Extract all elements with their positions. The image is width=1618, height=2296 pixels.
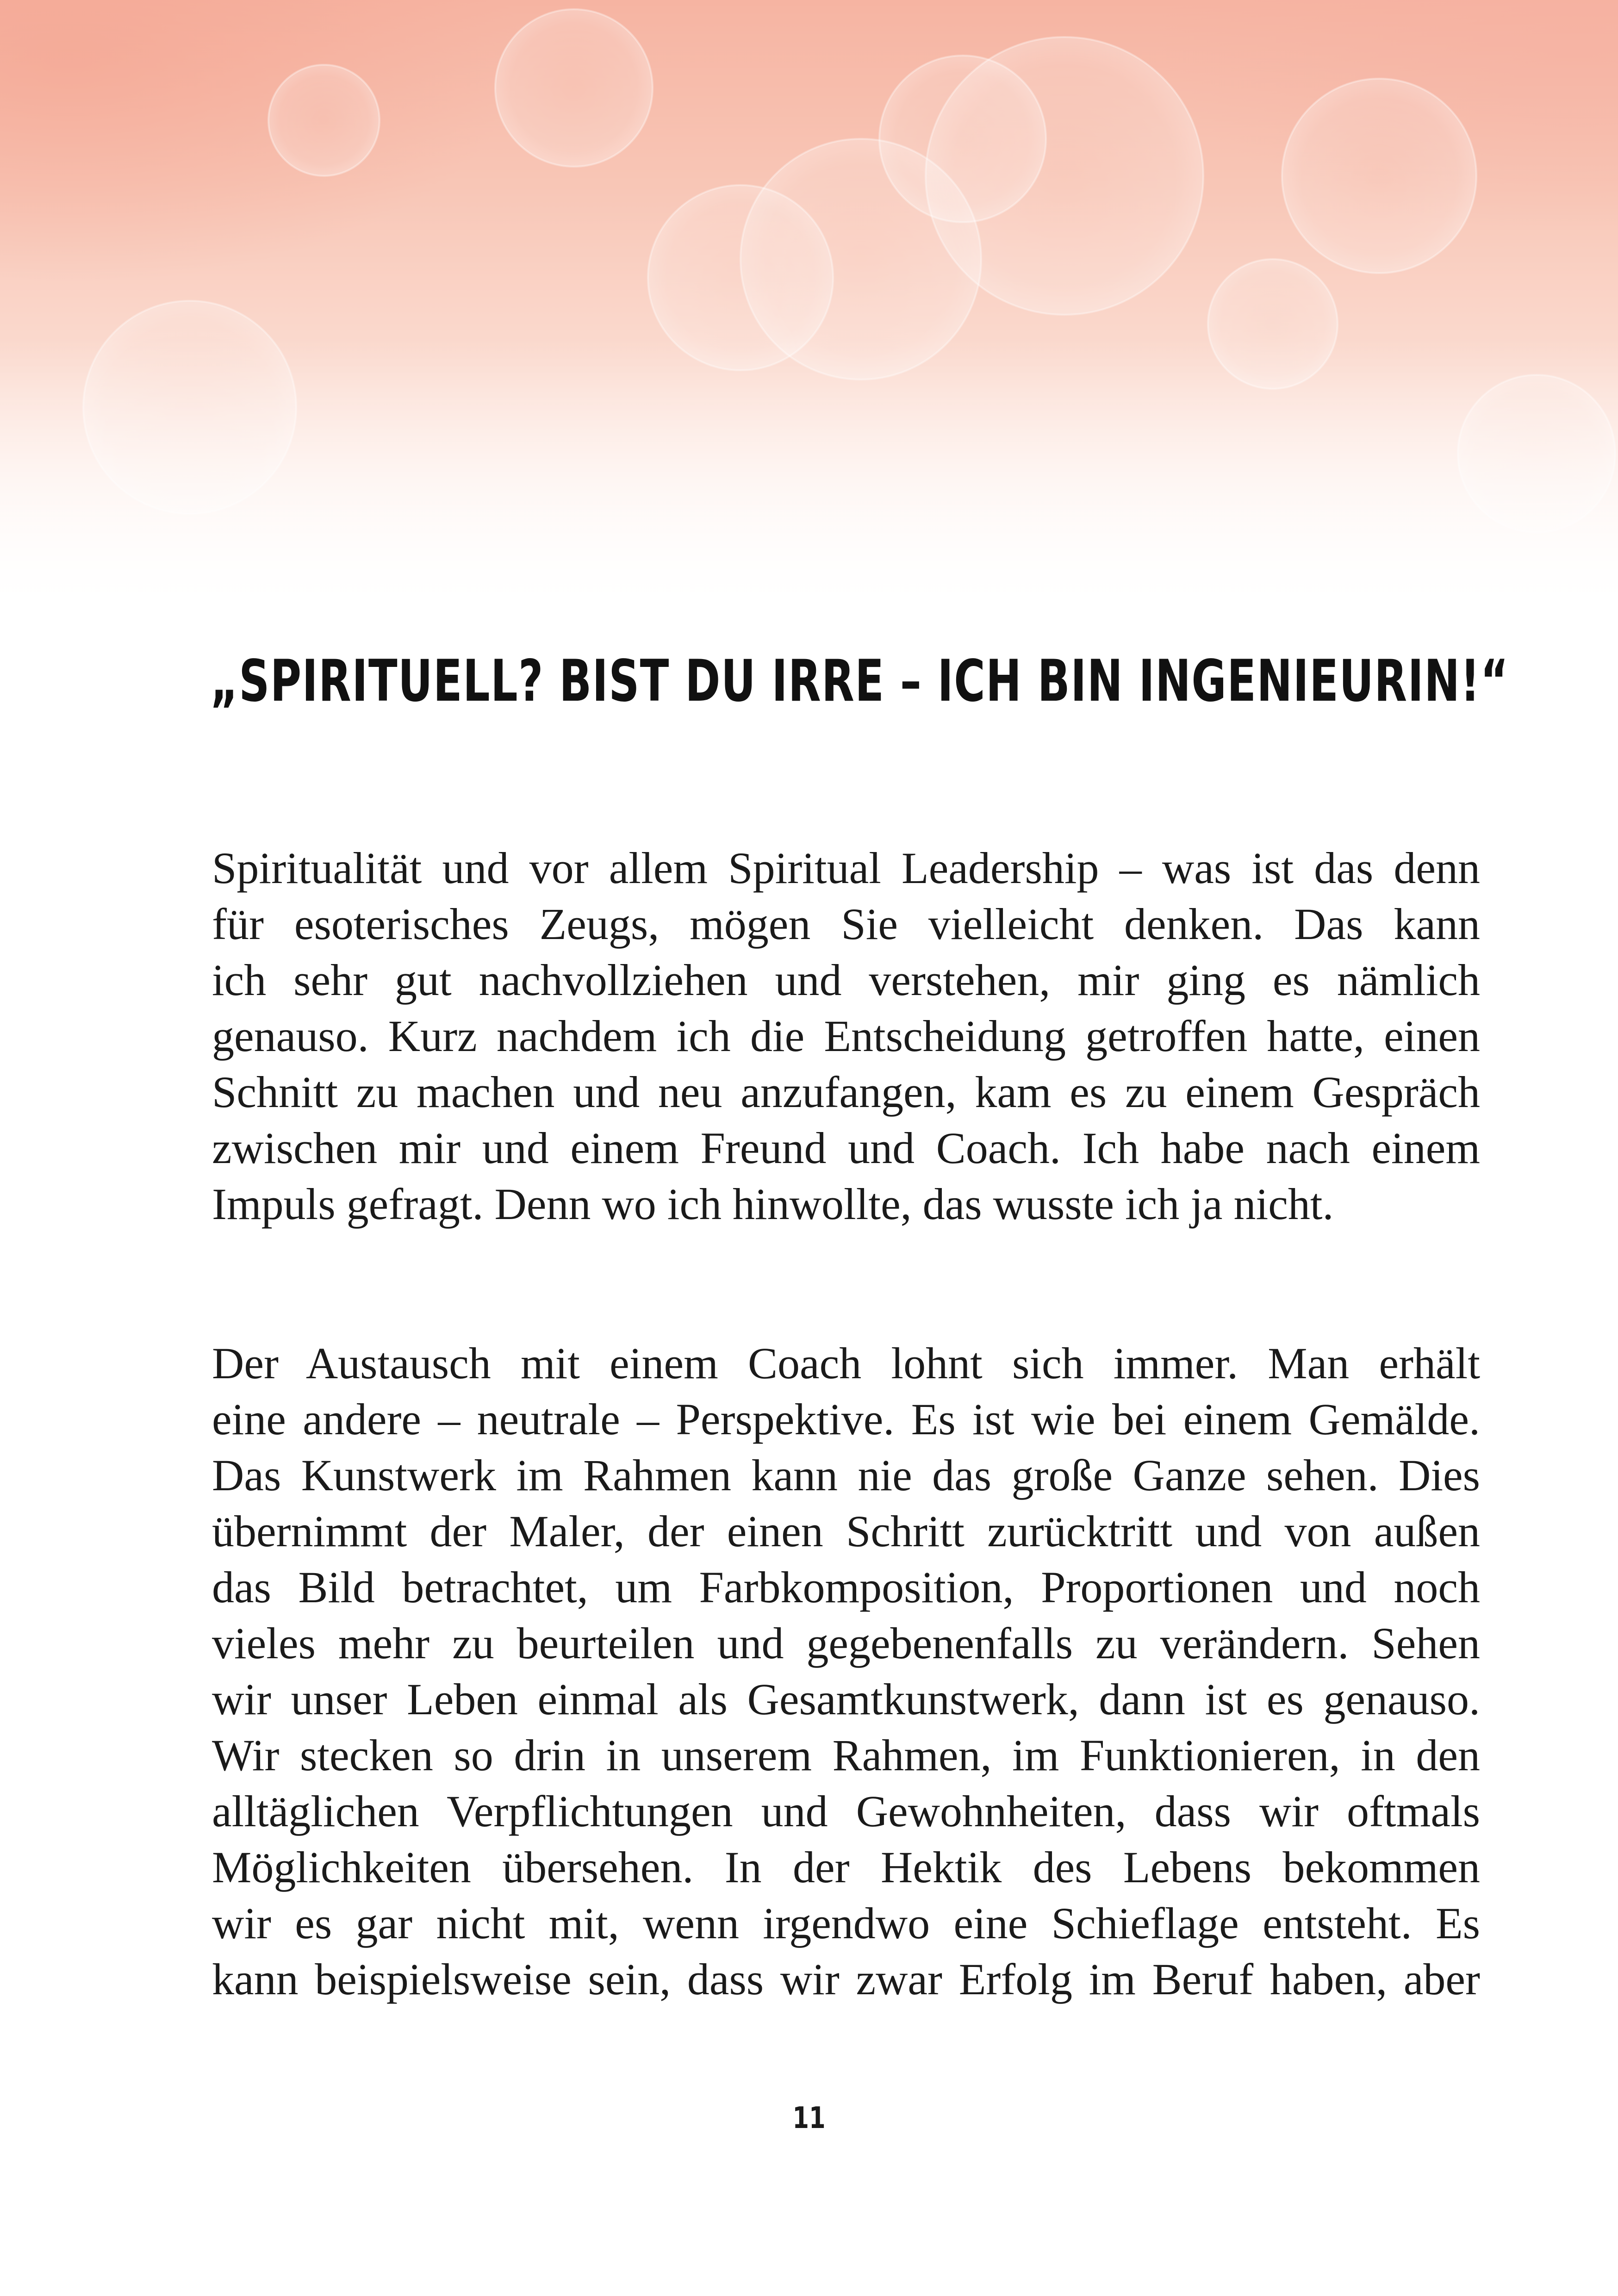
text-line: vieles mehr zu beurteilen und gegebenenfalls zu verändern. Sehen <box>212 1618 1480 1668</box>
text-line: kann beispielsweise sein, dass wir zwar Erfolg im Beruf haben, aber <box>212 1954 1480 2004</box>
paragraph-2 <box>212 1335 1480 2007</box>
bokeh-decoration <box>0 0 1618 616</box>
text-line: genauso. Kurz nachdem ich die Entscheidung getroffen hatte, einen <box>212 1011 1480 1061</box>
text-line: wir es gar nicht mit, wenn irgendwo eine Schieflage entsteht. Es <box>212 1898 1480 1948</box>
text-line: wir unser Leben einmal als Gesamtkunstwerk, dann ist es genauso. <box>212 1674 1480 1724</box>
paragraph-1 <box>212 840 1480 1232</box>
text-line: Wir stecken so drin in unserem Rahmen, im Funktionieren, in den <box>212 1730 1480 1780</box>
text-line: das Bild betrachtet, um Farbkomposition, Proportionen und noch <box>212 1562 1480 1612</box>
page-number: 11 <box>792 2101 826 2135</box>
chapter-heading: „SPIRITUELL? BIST DU IRRE – ICH BIN INGENIEURIN!“ <box>210 648 1509 715</box>
text-line: Der Austausch mit einem Coach lohnt sich immer. Man erhält <box>212 1338 1480 1388</box>
text-line: Schnitt zu machen und neu anzufangen, kam es zu einem Gespräch <box>212 1067 1480 1117</box>
text-line: Impuls gefragt. Denn wo ich hinwollte, das wusste ich ja nicht. <box>212 1179 1334 1229</box>
text-line: Spiritualität und vor allem Spiritual Leadership – was ist das denn <box>212 843 1480 893</box>
text-line: übernimmt der Maler, der einen Schritt zurücktritt und von außen <box>212 1506 1480 1556</box>
text-line: für esoterisches Zeugs, mögen Sie vielleicht denken. Das kann <box>212 899 1480 949</box>
text-line: Das Kunstwerk im Rahmen kann nie das große Ganze sehen. Dies <box>212 1450 1480 1500</box>
text-line: Möglichkeiten übersehen. In der Hektik des Lebens bekommen <box>212 1842 1480 1892</box>
text-line: zwischen mir und einem Freund und Coach. Ich habe nach einem <box>212 1123 1480 1173</box>
header-banner <box>0 0 1618 616</box>
text-line: alltäglichen Verpflichtungen und Gewohnheiten, dass wir oftmals <box>212 1786 1480 1836</box>
text-line: eine andere – neutrale – Perspektive. Es ist wie bei einem Gemälde. <box>212 1394 1480 1444</box>
text-line: ich sehr gut nachvollziehen und verstehen, mir ging es nämlich <box>212 955 1480 1005</box>
